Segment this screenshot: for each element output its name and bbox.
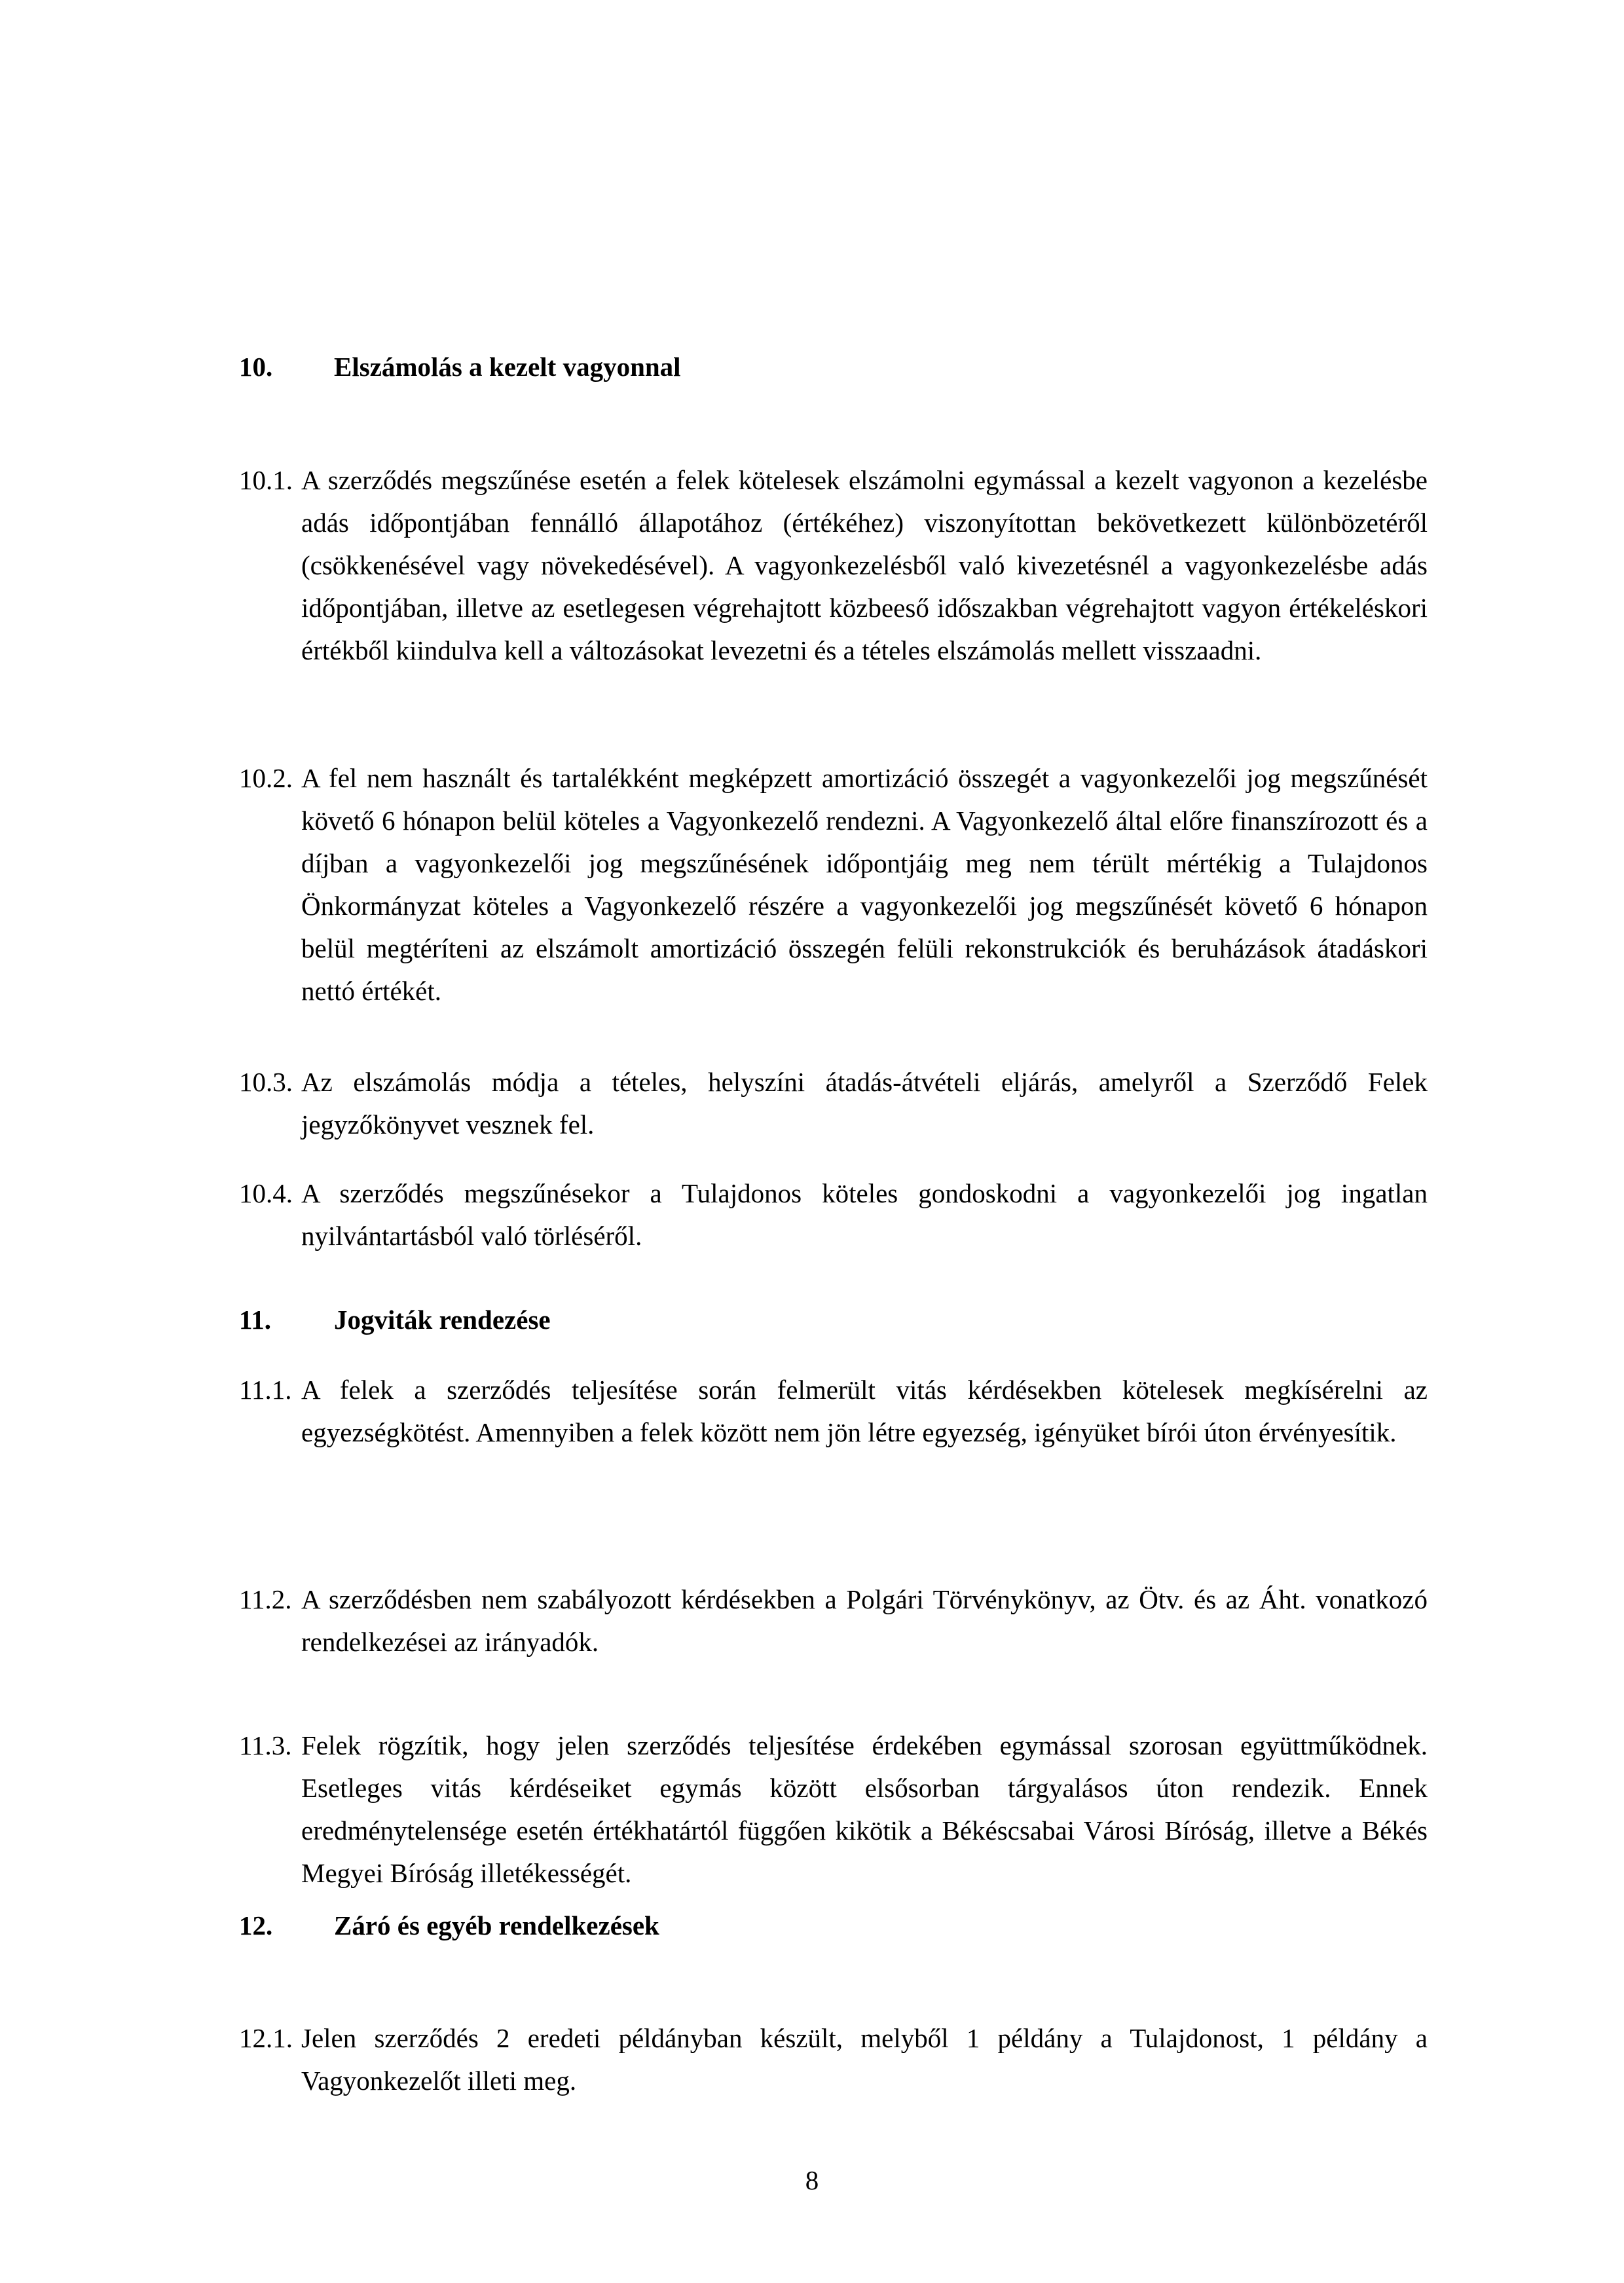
paragraph-text: A felek a szerződés teljesítése során felmerült vitás kérdésekben kötelesek megkísérelni az egyezségkötést. Amennyiben a felek között nem jön létre egyezség, igényüket bírói úton érvényesítik. xyxy=(301,1375,1428,1447)
paragraph-12-1 xyxy=(239,2017,1428,2102)
paragraph-11-3 xyxy=(239,1724,1428,1895)
paragraph-number: 10.4. xyxy=(239,1178,293,1208)
section-title: Záró és egyéb rendelkezések xyxy=(334,1910,659,1940)
paragraph-11-2 xyxy=(239,1578,1428,1663)
paragraph-10-4 xyxy=(239,1172,1428,1257)
section-10-heading xyxy=(239,354,681,380)
paragraph-text: Felek rögzítik, hogy jelen szerződés teljesítése érdekében egymással szorosan együttműködnek. Esetleges vitás kérdéseiket egymás között elsősorban tárgyalásos úton rendezik. Ennek eredménytelensége esetén értékhatártól függően kikötik a Békéscsabai Városi Bíróság, illetve a Békés Megyei Bíróság illetékességét. xyxy=(301,1730,1428,1888)
section-number: 11. xyxy=(239,1305,271,1335)
paragraph-number: 10.3. xyxy=(239,1067,293,1097)
section-title: Jogviták rendezése xyxy=(334,1305,551,1335)
section-12-heading xyxy=(239,1912,659,1939)
paragraph-10-3 xyxy=(239,1061,1428,1146)
section-number: 10. xyxy=(239,352,273,382)
paragraph-text: Jelen szerződés 2 eredeti példányban készült, melyből 1 példány a Tulajdonost, 1 példány a Vagyonkezelőt illeti meg. xyxy=(301,2023,1428,2096)
paragraph-text: Az elszámolás módja a tételes, helyszíni átadás-átvételi eljárás, amelyről a Szerződő Felek jegyzőkönyvet vesznek fel. xyxy=(301,1067,1428,1140)
paragraph-number: 11.3. xyxy=(239,1730,292,1760)
section-11-heading xyxy=(239,1307,551,1333)
paragraph-number: 11.1. xyxy=(239,1375,292,1405)
paragraph-11-1 xyxy=(239,1369,1428,1454)
paragraph-text: A szerződésben nem szabályozott kérdésekben a Polgári Törvénykönyv, az Ötv. és az Áht. vonatkozó rendelkezései az irányadók. xyxy=(301,1584,1428,1657)
paragraph-text: A szerződés megszűnésekor a Tulajdonos köteles gondoskodni a vagyonkezelői jog ingatlan nyilvántartásból való törléséről. xyxy=(301,1178,1428,1251)
section-title: Elszámolás a kezelt vagyonnal xyxy=(334,352,681,382)
paragraph-number: 11.2. xyxy=(239,1584,292,1614)
paragraph-10-1 xyxy=(239,459,1428,672)
paragraph-text: A szerződés megszűnése esetén a felek kötelesek elszámolni egymással a kezelt vagyonon a kezelésbe adás időpontjában fennálló állapotához (értékéhez) viszonyítottan bekövetkezett különbözetéről (csökkenésével vagy növekedésével). A vagyonkezelésből való kivezetésnél a vagyonkezelésbe adás időpontjában, illetve az esetlegesen végrehajtott közbeeső időszakban végrehajtott vagyon értékeléskori értékből kiindulva kell a változásokat levezetni és a tételes elszámolás mellett visszaadni. xyxy=(301,465,1428,665)
paragraph-10-2 xyxy=(239,757,1428,1012)
paragraph-text: A fel nem használt és tartalékként megképzett amortizáció összegét a vagyonkezelői jog megszűnését követő 6 hónapon belül köteles a Vagyonkezelő rendezni. A Vagyonkezelő által előre finanszírozott és a díjban a vagyonkezelői jog megszűnésének időpontjáig meg nem térült mértékig a Tulajdonos Önkormányzat köteles a Vagyonkezelő részére a vagyonkezelői jog megszűnését követő 6 hónapon belül megtéríteni az elszámolt amortizáció összegén felüli rekonstrukciók és beruházások átadáskori nettó értékét. xyxy=(301,763,1428,1006)
page-number: 8 xyxy=(805,2165,819,2195)
paragraph-number: 10.2. xyxy=(239,763,293,793)
paragraph-number: 10.1. xyxy=(239,465,293,495)
paragraph-number: 12.1. xyxy=(239,2023,293,2053)
section-number: 12. xyxy=(239,1910,273,1940)
